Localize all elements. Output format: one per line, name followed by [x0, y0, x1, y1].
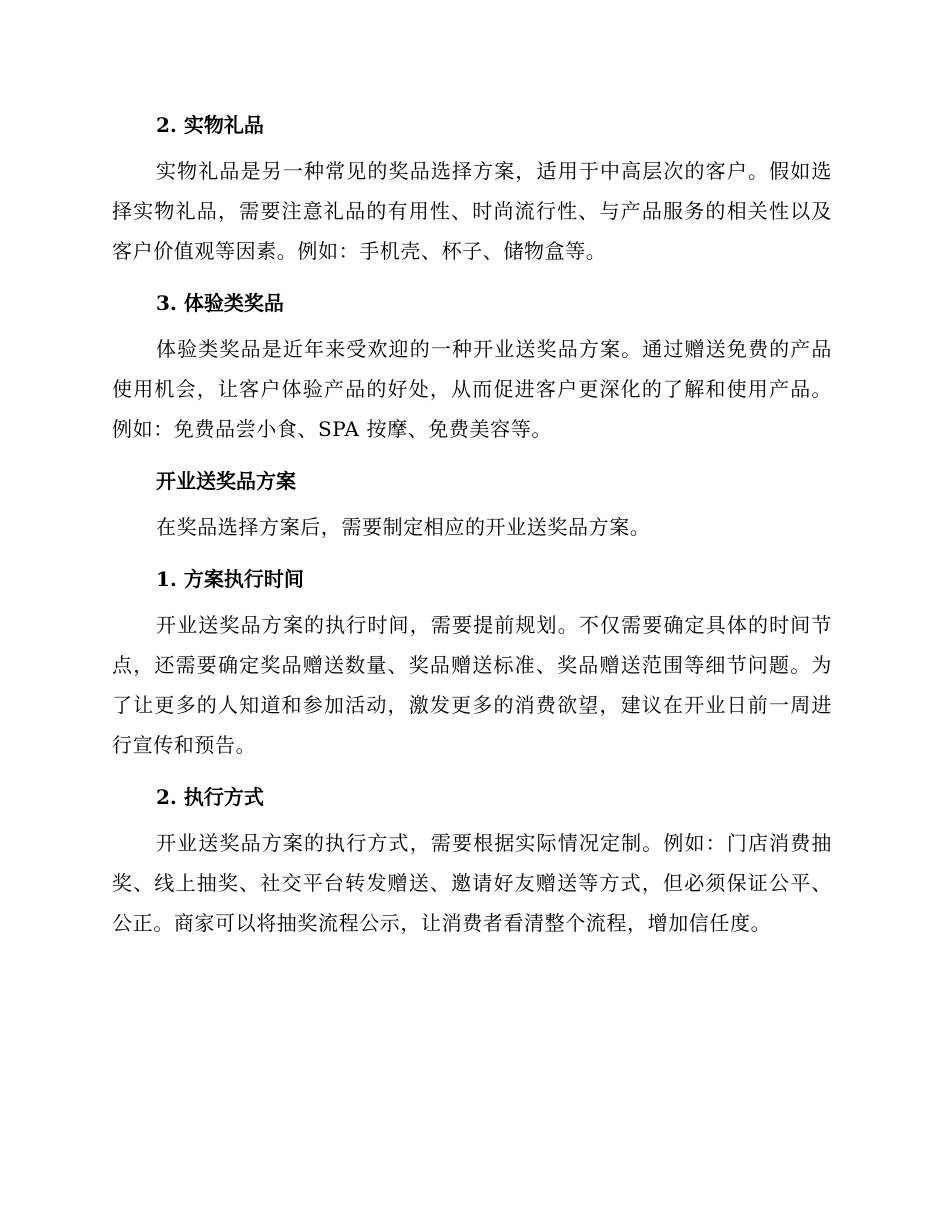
section-paragraph-execution-time: 开业送奖品方案的执行时间，需要提前规划。不仅需要确定具体的时间节点，还需要确定奖品赠送数量、奖品赠送标准、奖品赠送范围等细节问题。为了让更多的人知道和参加活动，激发更多的消费欲望，建议在开业日前一周进行宣传和预告。: [112, 613, 832, 757]
section-heading-experience-prizes: 3. 体验类奖品: [156, 291, 284, 315]
section-paragraph-experience-prizes: 体验类奖品是近年来受欢迎的一种开业送奖品方案。通过赠送免费的产品使用机会，让客户体验产品的好处，从而促进客户更深化的了解和使用产品。例如：免费品尝小食、SPA 按摩、免费美容等。: [112, 337, 832, 441]
section-heading-execution-method: 2. 执行方式: [156, 785, 264, 809]
section-paragraph-physical-gifts: 实物礼品是另一种常见的奖品选择方案，适用于中高层次的客户。假如选择实物礼品，需要注意礼品的有用性、时尚流行性、与产品服务的相关性以及客户价值观等因素。例如：手机壳、杯子、储物盒等。: [112, 159, 832, 263]
section-heading-opening-prize-plan: 开业送奖品方案: [156, 469, 296, 493]
section-heading-physical-gifts: 2. 实物礼品: [156, 113, 264, 137]
document-page: [112, 105, 832, 955]
section-paragraph-execution-method: 开业送奖品方案的执行方式，需要根据实际情况定制。例如：门店消费抽奖、线上抽奖、社交平台转发赠送、邀请好友赠送等方式，但必须保证公平、公正。商家可以将抽奖流程公示，让消费者看清整个流程，增加信任度。: [112, 831, 832, 935]
section-paragraph-opening-prize-plan: 在奖品选择方案后，需要制定相应的开业送奖品方案。: [156, 515, 651, 539]
section-heading-execution-time: 1. 方案执行时间: [156, 567, 304, 591]
